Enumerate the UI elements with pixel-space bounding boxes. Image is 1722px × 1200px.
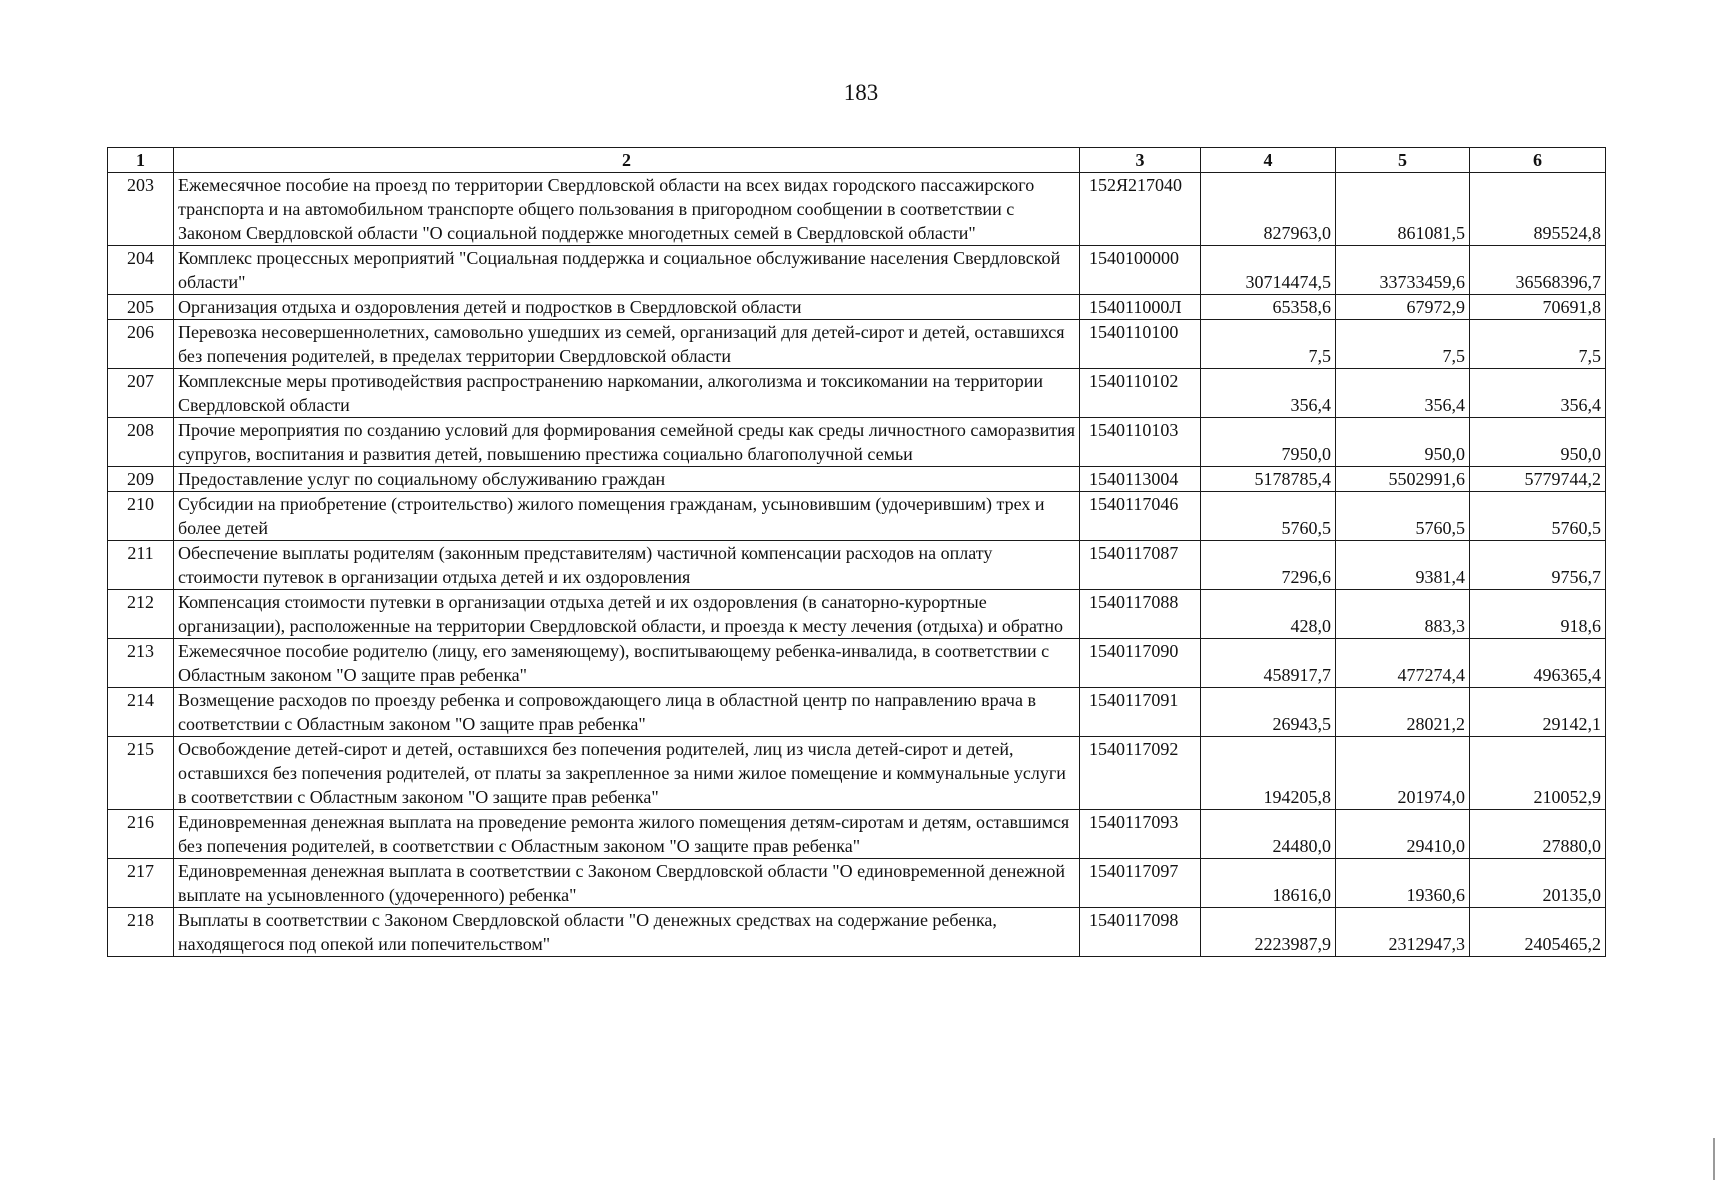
row-value-col-5: 201974,0 (1336, 737, 1470, 810)
row-value-col-5: 67972,9 (1336, 295, 1470, 320)
row-number: 207 (108, 369, 174, 418)
row-description: Обеспечение выплаты родителям (законным представителям) частичной компенсации расходов на оплату стоимости путевок в организации отдыха детей и их оздоровления (174, 541, 1080, 590)
table-row (108, 810, 1606, 859)
table-row (108, 173, 1606, 246)
header-col-5: 5 (1336, 148, 1470, 173)
row-number: 214 (108, 688, 174, 737)
table-row (108, 541, 1606, 590)
table-row (108, 859, 1606, 908)
row-number: 211 (108, 541, 174, 590)
row-code: 1540117093 (1080, 810, 1201, 859)
row-description: Прочие мероприятия по созданию условий для формирования семейной среды как среды личностного саморазвития супругов, воспитания и развития детей, повышению престижа социально благополучной семьи (174, 418, 1080, 467)
row-code: 1540117090 (1080, 639, 1201, 688)
row-value-col-4: 24480,0 (1201, 810, 1336, 859)
row-code: 154011000Л (1080, 295, 1201, 320)
budget-table (107, 147, 1606, 957)
row-value-col-5: 5502991,6 (1336, 467, 1470, 492)
row-description: Ежемесячное пособие родителю (лицу, его заменяющему), воспитывающему ребенка-инвалида, в соответствии с Областным законом "О защите прав ребенка" (174, 639, 1080, 688)
row-code: 1540117046 (1080, 492, 1201, 541)
row-number: 217 (108, 859, 174, 908)
table-row (108, 908, 1606, 957)
row-value-col-6: 950,0 (1470, 418, 1606, 467)
row-value-col-6: 210052,9 (1470, 737, 1606, 810)
row-number: 209 (108, 467, 174, 492)
row-value-col-4: 356,4 (1201, 369, 1336, 418)
row-number: 203 (108, 173, 174, 246)
table-row (108, 295, 1606, 320)
row-value-col-5: 861081,5 (1336, 173, 1470, 246)
row-value-col-4: 5760,5 (1201, 492, 1336, 541)
table-row (108, 590, 1606, 639)
row-description: Комплекс процессных мероприятий "Социальная поддержка и социальное обслуживание населения Свердловской области" (174, 246, 1080, 295)
row-number: 213 (108, 639, 174, 688)
row-value-col-6: 5760,5 (1470, 492, 1606, 541)
row-code: 1540117087 (1080, 541, 1201, 590)
row-number: 215 (108, 737, 174, 810)
row-value-col-4: 7950,0 (1201, 418, 1336, 467)
row-description: Возмещение расходов по проезду ребенка и сопровождающего лица в областной центр по направлению врача в соответствии с Областным законом "О защите прав ребенка" (174, 688, 1080, 737)
row-number: 208 (108, 418, 174, 467)
row-value-col-6: 895524,8 (1470, 173, 1606, 246)
table-body (108, 173, 1606, 957)
row-value-col-6: 7,5 (1470, 320, 1606, 369)
row-value-col-6: 20135,0 (1470, 859, 1606, 908)
table-row (108, 467, 1606, 492)
row-code: 1540117091 (1080, 688, 1201, 737)
table-row (108, 737, 1606, 810)
row-code: 1540117097 (1080, 859, 1201, 908)
row-description: Выплаты в соответствии с Законом Свердловской области "О денежных средствах на содержание ребенка, находящегося под опекой или попечительством" (174, 908, 1080, 957)
row-value-col-5: 19360,6 (1336, 859, 1470, 908)
row-description: Комплексные меры противодействия распространению наркомании, алкоголизма и токсикомании на территории Свердловской области (174, 369, 1080, 418)
row-value-col-4: 428,0 (1201, 590, 1336, 639)
row-value-col-6: 2405465,2 (1470, 908, 1606, 957)
row-code: 1540110102 (1080, 369, 1201, 418)
row-description: Перевозка несовершеннолетних, самовольно ушедших из семей, организаций для детей-сирот и детей, оставшихся без попечения родителей, в пределах территории Свердловской области (174, 320, 1080, 369)
table-row (108, 639, 1606, 688)
row-value-col-4: 7296,6 (1201, 541, 1336, 590)
row-description: Единовременная денежная выплата в соответствии с Законом Свердловской области "О единовременной денежной выплате на усыновленного (удочеренного) ребенка" (174, 859, 1080, 908)
table-row (108, 418, 1606, 467)
row-code: 1540117098 (1080, 908, 1201, 957)
row-value-col-5: 29410,0 (1336, 810, 1470, 859)
row-value-col-4: 5178785,4 (1201, 467, 1336, 492)
header-col-4: 4 (1201, 148, 1336, 173)
row-code: 152Я217040 (1080, 173, 1201, 246)
table-row (108, 246, 1606, 295)
row-code: 1540113004 (1080, 467, 1201, 492)
row-description: Ежемесячное пособие на проезд по территории Свердловской области на всех видах городского пассажирского транспорта и на автомобильном транспорте общего пользования в пригородном сообщении в соответствии с Законом Свердловской области "О социальной поддержке многодетных семей в Свердловской области" (174, 173, 1080, 246)
row-value-col-6: 36568396,7 (1470, 246, 1606, 295)
row-description: Освобождение детей-сирот и детей, оставшихся без попечения родителей, лиц из числа детей-сирот и детей, оставшихся без попечения родителей, от платы за закрепленное за ними жилое помещение и коммунальные услуги в соответствии с Областным законом "О защите прав ребенка" (174, 737, 1080, 810)
row-description: Компенсация стоимости путевки в организации отдыха детей и их оздоровления (в санаторно-курортные организации), расположенные на территории Свердловской области, и проезда к месту лечения (отдыха) и обратно (174, 590, 1080, 639)
header-col-6: 6 (1470, 148, 1606, 173)
row-number: 216 (108, 810, 174, 859)
header-col-3: 3 (1080, 148, 1201, 173)
row-value-col-6: 9756,7 (1470, 541, 1606, 590)
row-code: 1540110103 (1080, 418, 1201, 467)
row-number: 210 (108, 492, 174, 541)
row-value-col-5: 9381,4 (1336, 541, 1470, 590)
row-value-col-5: 356,4 (1336, 369, 1470, 418)
row-value-col-4: 194205,8 (1201, 737, 1336, 810)
page-number: 183 (843, 80, 879, 105)
row-value-col-4: 7,5 (1201, 320, 1336, 369)
row-value-col-4: 458917,7 (1201, 639, 1336, 688)
table-row (108, 688, 1606, 737)
header-col-1: 1 (108, 148, 174, 173)
row-description: Организация отдыха и оздоровления детей и подростков в Свердловской области (174, 295, 1080, 320)
row-code: 1540117088 (1080, 590, 1201, 639)
row-value-col-6: 27880,0 (1470, 810, 1606, 859)
row-value-col-5: 33733459,6 (1336, 246, 1470, 295)
row-value-col-6: 29142,1 (1470, 688, 1606, 737)
row-value-col-5: 7,5 (1336, 320, 1470, 369)
table-row (108, 369, 1606, 418)
row-description: Предоставление услуг по социальному обслуживанию граждан (174, 467, 1080, 492)
row-value-col-6: 70691,8 (1470, 295, 1606, 320)
row-value-col-5: 2312947,3 (1336, 908, 1470, 957)
row-value-col-5: 883,3 (1336, 590, 1470, 639)
row-value-col-4: 30714474,5 (1201, 246, 1336, 295)
table-row (108, 492, 1606, 541)
row-description: Субсидии на приобретение (строительство) жилого помещения гражданам, усыновившим (удочерившим) трех и более детей (174, 492, 1080, 541)
header-col-2: 2 (174, 148, 1080, 173)
row-code: 1540100000 (1080, 246, 1201, 295)
scan-edge-mark (1713, 1138, 1715, 1180)
row-code: 1540117092 (1080, 737, 1201, 810)
row-value-col-5: 5760,5 (1336, 492, 1470, 541)
row-value-col-6: 5779744,2 (1470, 467, 1606, 492)
row-value-col-4: 18616,0 (1201, 859, 1336, 908)
row-value-col-4: 65358,6 (1201, 295, 1336, 320)
row-value-col-4: 827963,0 (1201, 173, 1336, 246)
row-code: 1540110100 (1080, 320, 1201, 369)
row-number: 204 (108, 246, 174, 295)
row-number: 206 (108, 320, 174, 369)
row-value-col-6: 918,6 (1470, 590, 1606, 639)
row-value-col-4: 26943,5 (1201, 688, 1336, 737)
table-row (108, 320, 1606, 369)
row-value-col-4: 2223987,9 (1201, 908, 1336, 957)
row-value-col-6: 496365,4 (1470, 639, 1606, 688)
row-value-col-6: 356,4 (1470, 369, 1606, 418)
table-header-row (108, 148, 1606, 173)
row-description: Единовременная денежная выплата на проведение ремонта жилого помещения детям-сиротам и детям, оставшимся без попечения родителей, в соответствии с Областным законом "О защите прав ребенка" (174, 810, 1080, 859)
row-value-col-5: 28021,2 (1336, 688, 1470, 737)
row-number: 205 (108, 295, 174, 320)
row-number: 218 (108, 908, 174, 957)
row-number: 212 (108, 590, 174, 639)
row-value-col-5: 950,0 (1336, 418, 1470, 467)
row-value-col-5: 477274,4 (1336, 639, 1470, 688)
